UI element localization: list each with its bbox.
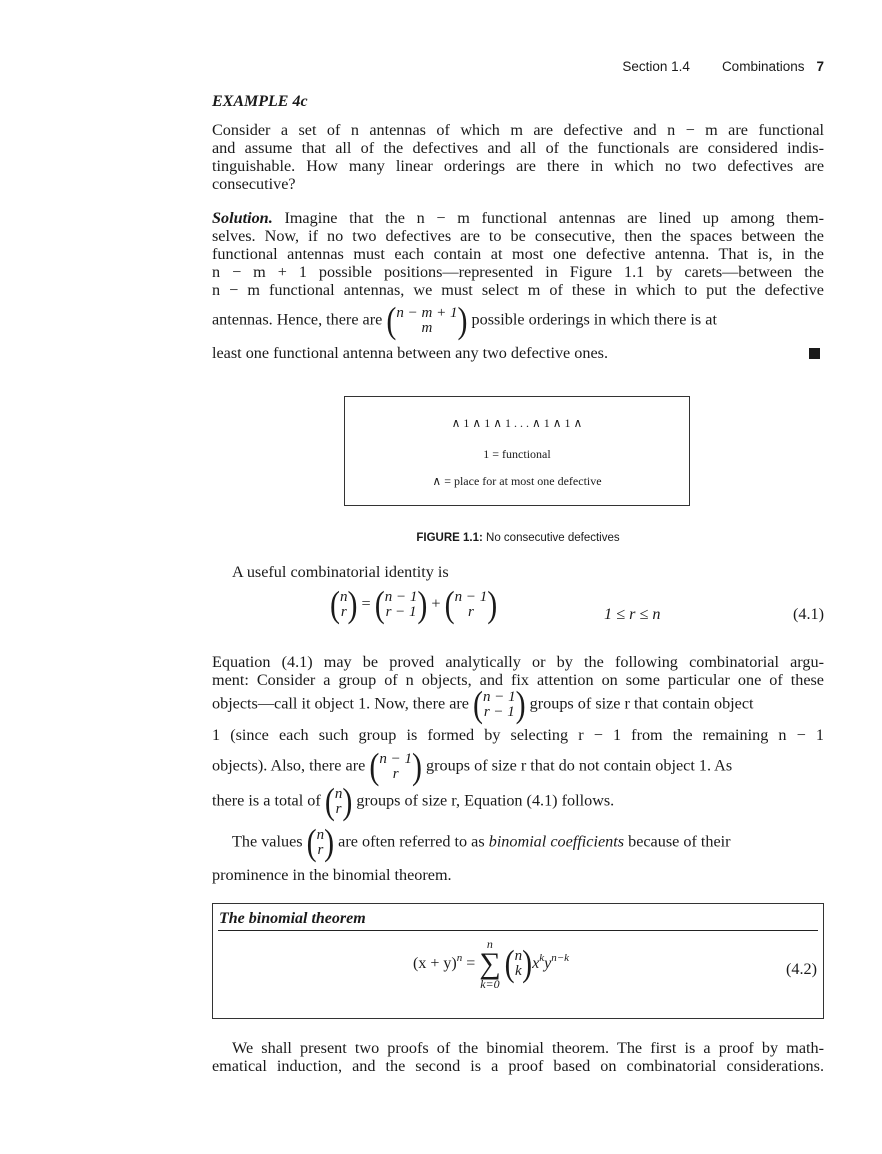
equals-sign: = (361, 594, 371, 613)
identity-condition: 1 ≤ r ≤ n (604, 605, 661, 623)
section-label: Section 1.4 (622, 59, 690, 74)
proof-line: 1 (since each such group is formed by selecting r − 1 from the remaining n − 1 (212, 726, 824, 744)
solution-text: possible orderings in which there is at (471, 310, 717, 329)
problem-line: Consider a set of n antennas of which m are defective and n − m are functional (212, 121, 824, 139)
running-header (212, 58, 824, 76)
binom-top: n − 1 (384, 589, 418, 605)
figure-legend-functional: 1 = functional (483, 447, 551, 461)
binomial-coefficient: (n r) (324, 780, 353, 822)
figure-caption (212, 529, 824, 547)
solution-label: Solution. (212, 209, 273, 227)
binom-bottom: r (467, 604, 474, 620)
proof-line-4 (212, 726, 824, 744)
term-binomial-coefficients: binomial coefficients (488, 832, 625, 851)
figure-caption-label: FIGURE 1.1: (416, 532, 483, 544)
proof-line-binom (212, 745, 824, 787)
solution-line: n − m functional antennas, we must select m of these in which to put the defective (212, 281, 824, 299)
equation-number: (4.1) (792, 605, 824, 623)
solution-line: least one functional antenna between any two defective ones. (212, 344, 608, 362)
binomial-theorem-box (212, 903, 824, 1019)
binomial-coefficient: (n − 1 r − 1) (374, 583, 428, 625)
closing-paragraph (212, 1039, 824, 1075)
identity-intro: A useful combinatorial identity is (232, 563, 449, 581)
theorem-title: The binomial theorem (219, 910, 366, 927)
solution-text: antennas. Hence, there are (212, 310, 383, 329)
binom-bottom: r (335, 801, 342, 817)
text: The values (232, 832, 303, 851)
binom-top: n − 1 (454, 589, 488, 605)
solution-line (212, 209, 824, 227)
binomial-coefficients-line2: prominence in the binomial theorem. (212, 866, 452, 884)
binomial-coefficient: (n k) (504, 942, 533, 984)
figure-caption-text: No consecutive defectives (486, 532, 620, 544)
proof-line-binom (212, 780, 824, 822)
binom-bottom: r (317, 842, 324, 858)
solution-line: n − m + 1 possible positions—represented in Figure 1.1 by carets—between the (212, 263, 824, 281)
figure-legend-caret: ∧ = place for at most one defective (432, 474, 602, 488)
problem-line: and assume that all of the defectives and all of the functionals are considered indis- (212, 139, 824, 157)
binom-bottom: m (421, 320, 433, 336)
plus-sign: + (431, 594, 441, 613)
binom-bottom: r (340, 604, 347, 620)
solution-text: Imagine that the n − m functional antennas are lined up among them- (284, 209, 825, 227)
closing-line: ematical induction, and the second is a proof based on combinatorial considerations. (212, 1057, 824, 1075)
binom-bottom: k (515, 963, 522, 979)
page-number: 7 (816, 59, 824, 74)
closing-line: We shall present two proofs of the binomial theorem. The first is a proof by math- (232, 1039, 824, 1057)
equation-4-1 (212, 583, 824, 640)
chapter-label: Combinations (721, 59, 805, 74)
binomial-coefficients-line (212, 821, 804, 863)
proof-line: ment: Consider a group of n objects, and fix attention on some particular one of these (212, 671, 824, 689)
qed-square-icon (809, 348, 820, 359)
binom-top: n (316, 827, 325, 843)
binom-top: n − 1 (379, 751, 412, 767)
figure-1-1 (344, 396, 690, 506)
equation-number: (4.2) (785, 960, 817, 978)
theorem-title-rule (218, 930, 818, 931)
text: because of their (628, 832, 731, 851)
proof-text: there is a total of (212, 791, 321, 810)
binom-top: n (340, 589, 348, 605)
example-title: EXAMPLE 4c (212, 93, 308, 110)
proof-text: groups of size r that contain object (529, 694, 754, 713)
figure-carets-line: ∧ 1 ∧ 1 ∧ 1 . . . ∧ 1 ∧ 1 ∧ (451, 416, 583, 430)
theorem-terms: $x^ky^{n-k}$ (532, 952, 570, 972)
proof-text: groups of size r, Equation (4.1) follows. (356, 791, 615, 810)
equals-sign: = (466, 955, 476, 972)
proof-line-binom (212, 683, 824, 725)
solution-line: functional antennas must each contain at most one defective antenna. That is, in the (212, 245, 824, 263)
binom-top: n − m + 1 (396, 305, 458, 321)
binom-bottom: r − 1 (483, 704, 515, 720)
binom-top: n (514, 948, 523, 964)
binomial-coefficient: (n r) (330, 583, 358, 625)
summation: n ∑ k=0 (479, 937, 501, 991)
equation-4-2 (413, 938, 569, 990)
proof-text: objects). Also, there are (212, 756, 366, 775)
binomial-coefficient: (n r) (306, 821, 335, 863)
text: are often referred to as (338, 832, 485, 851)
problem-line: tinguishable. How many linear orderings are there in which no two defectives are (212, 157, 824, 175)
problem-line: consecutive? (212, 175, 296, 193)
example-problem (212, 121, 824, 193)
binomial-coefficient: (n − 1 r − 1) (473, 683, 526, 725)
binom-bottom: r (392, 766, 399, 782)
binomial-coefficient: (n − m + 1 m ) (386, 299, 468, 341)
proof-text: groups of size r that do not contain object 1. As (426, 756, 733, 775)
proof-text: objects—call it object 1. Now, there are (212, 694, 469, 713)
proof-line: Equation (4.1) may be proved analytically or by the following combinatorial argu- (212, 653, 824, 671)
theorem-lhs: $(x + y)^n$ (413, 952, 463, 972)
solution-line: selves. Now, if no two defectives are to be consecutive, then the spaces between the (212, 227, 824, 245)
binom-top: n − 1 (483, 689, 516, 705)
binom-bottom: r − 1 (385, 604, 417, 620)
solution-last (212, 344, 824, 362)
solution-line-binom (212, 299, 824, 341)
binomial-coefficient: (n − 1 r ) (444, 583, 498, 625)
binom-top: n (334, 786, 343, 802)
example-solution (212, 209, 824, 299)
binomial-coefficient: (n − 1 r ) (369, 745, 422, 787)
